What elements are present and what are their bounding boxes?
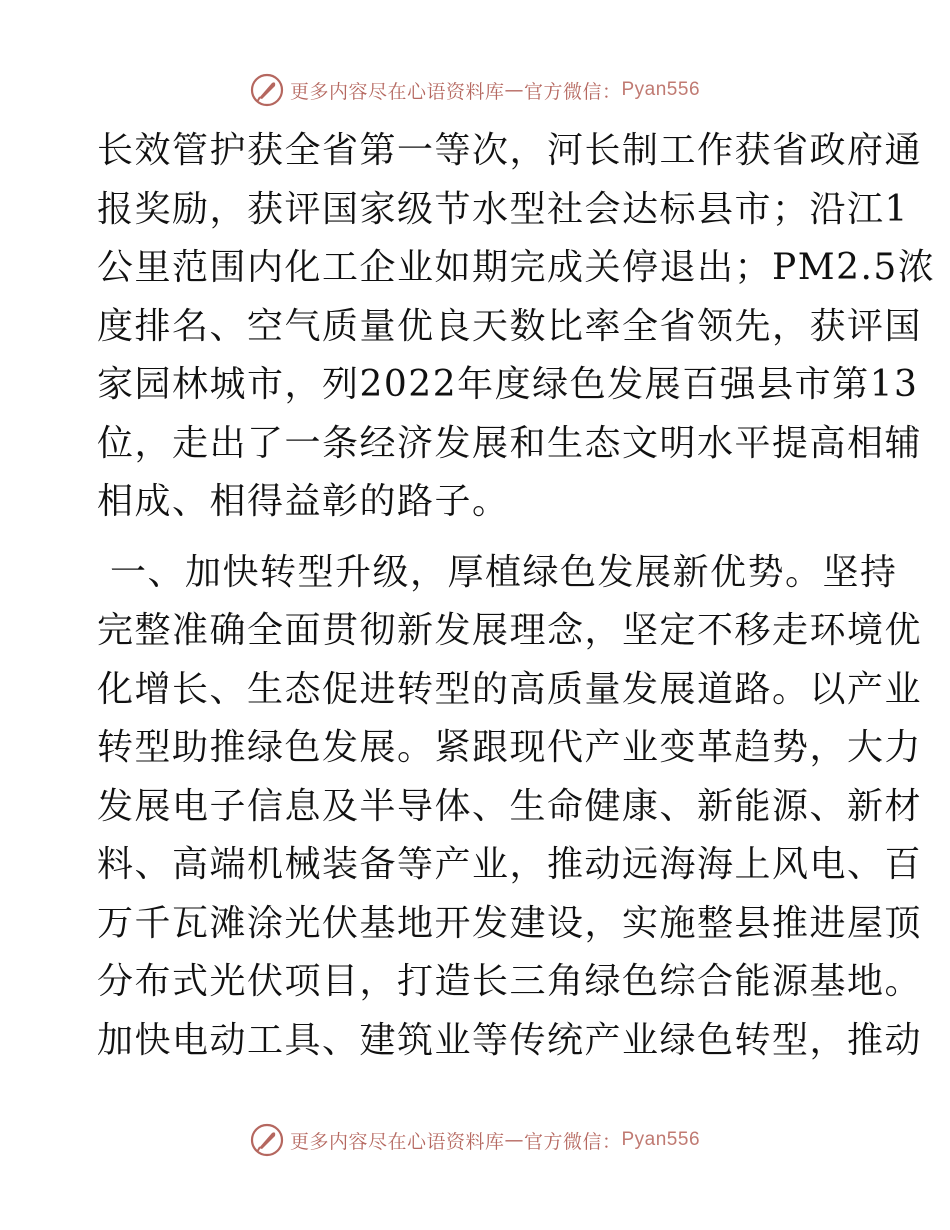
text-line: 转型助推绿色发展。紧跟现代产业变革趋势，大力 — [97, 727, 923, 768]
footer-watermark — [0, 1120, 950, 1160]
document-body — [97, 122, 936, 1070]
text-line: 报奖励，获评国家级节水型社会达标县市；沿江1 — [97, 188, 909, 230]
watermark-brand-text: 更多内容尽在心语资料库 — [289, 80, 505, 103]
text-line: 相成、相得益彰的路子。 — [97, 481, 510, 522]
text-line: 化增长、生态促进转型的高质量发展道路。以产业 — [97, 668, 923, 710]
text-line: 料、高端机械装备等产业，推动远海海上风电、百 — [97, 844, 923, 885]
watermark-account: Pyan556 — [621, 1129, 701, 1150]
text-line: 长效管护获全省第一等次，河长制工作获省政府通 — [97, 130, 923, 171]
text-line: 家园林城市，列2022年度绿色发展百强县市第13 — [97, 364, 919, 405]
text-line: 加快电动工具、建筑业等传统产业绿色转型，推动 — [97, 1019, 923, 1061]
text-line: 位，走出了一条经济发展和生态文明水平提高相辅 — [97, 422, 923, 464]
text-line: 分布式光伏项目，打造长三角绿色综合能源基地。 — [97, 961, 923, 1002]
feather-pen-logo-icon — [250, 73, 284, 107]
text-line: 度排名、空气质量优良天数比率全省领先，获评国 — [97, 305, 923, 347]
text-line: 发展电子信息及半导体、生命健康、新能源、新材 — [97, 785, 923, 827]
watermark-account: Pyan556 — [621, 79, 701, 100]
paragraph-2 — [97, 544, 923, 1071]
paragraph-1 — [97, 122, 936, 532]
watermark-label: 官方微信： — [523, 80, 622, 103]
text-line: 万千瓦滩涂光伏基地开发建设，实施整县推进屋顶 — [97, 902, 923, 944]
text-line: 公里范围内化工企业如期完成关停退出；PM2.5浓 — [97, 247, 936, 288]
feather-pen-logo-icon — [250, 1123, 284, 1157]
text-line: 一、加快转型升级，厚植绿色发展新优势。坚持 — [97, 551, 898, 593]
watermark-brand-text: 更多内容尽在心语资料库 — [289, 1130, 505, 1153]
watermark-label: 官方微信： — [523, 1130, 622, 1153]
text-line: 完整准确全面贯彻新发展理念，坚定不移走环境优 — [97, 610, 923, 651]
watermark-separator: — — [504, 79, 524, 101]
header-watermark — [0, 70, 950, 110]
watermark-separator: — — [504, 1129, 524, 1151]
